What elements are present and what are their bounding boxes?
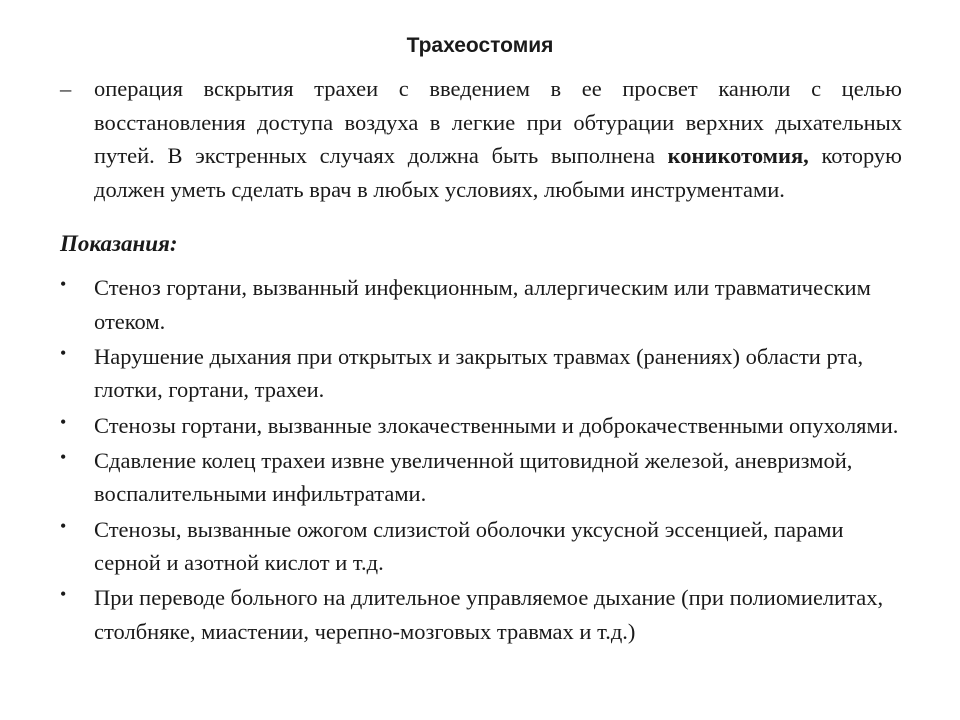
list-item-text: Стенозы гортани, вызванные злокачественными и доброкачественными опухолями. [94,412,899,438]
list-item [60,409,902,443]
indications-heading: Показания: [60,231,178,256]
bullet-icon: • [60,342,67,363]
bullet-icon: • [60,411,67,432]
list-item [60,340,902,407]
list-item [60,581,902,648]
list-item [60,513,902,580]
definition-text [60,72,902,206]
definition-text-start: операция вскрытия трахеи с введением в ее просвет канюли с целью восстановления доступа воздуха в легкие при обтурации верхних дыхательных путей. В экстренных случаях должна быть выполнена [94,76,902,169]
definition-text-end: которую должен уметь сделать врач в любых условиях, любыми инструментами. [94,143,902,202]
definition-dash: – [60,76,72,101]
list-item-text: При переводе больного на длительное управляемое дыхание (при полиомиелитах, столбняке, миастении, черепно-мозговых травмах и т.д.) [94,585,884,644]
list-item [60,444,902,511]
bullet-icon: • [60,584,67,605]
list-item-text: Нарушение дыхания при открытых и закрытых травмах (ранениях) области рта, глотки, гортани, трахеи. [94,343,864,403]
definition-bold-term: коникотомия, [667,143,809,169]
list-item-text: Стенозы, вызванные ожогом слизистой оболочки уксусной эссенцией, парами серной и азотной кислот и т.д. [94,516,844,576]
slide-title: Трахеостомия [406,34,554,57]
bullet-icon: • [60,515,67,536]
definition-paragraph [60,72,902,206]
list-item [60,271,902,338]
list-item-text: Стеноз гортани, вызванный инфекционным, аллергическим или травматическим отеком. [94,275,871,334]
indications-list [60,271,902,650]
bullet-icon: • [60,446,67,467]
list-item-text: Сдавление колец трахеи извне увеличенной щитовидной железой, аневризмой, воспалительными инфильтратами. [94,447,853,507]
bullet-icon: • [60,274,67,294]
